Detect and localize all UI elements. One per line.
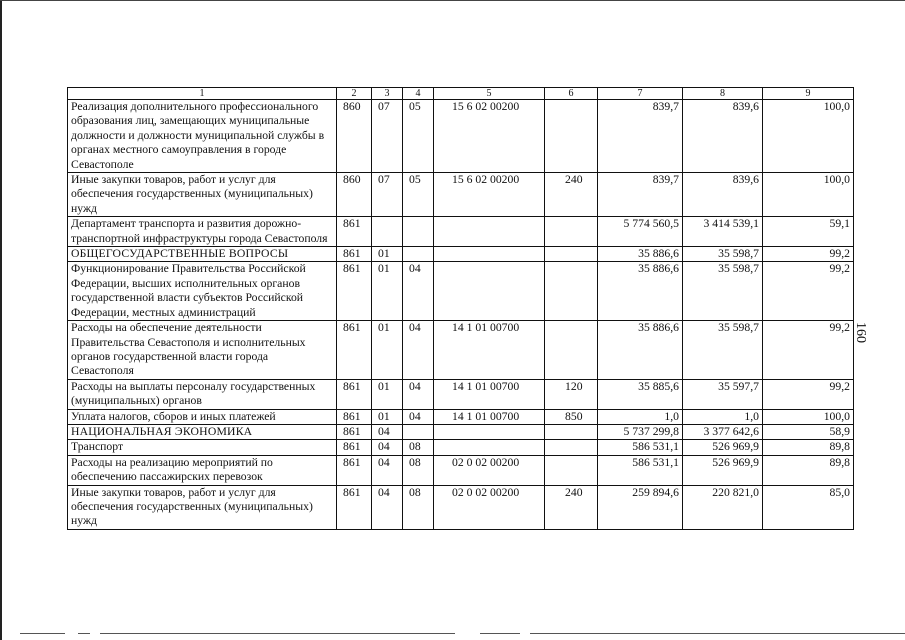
header-cell: 1 [68, 88, 337, 100]
subsection-cell: 08 [403, 485, 434, 529]
section-cell: 01 [372, 321, 403, 380]
ved-cell: 861 [337, 247, 372, 262]
scan-left-edge [0, 0, 2, 640]
table-row [68, 321, 854, 380]
plan-amount-cell: 259 894,6 [598, 485, 683, 529]
ved-cell: 861 [337, 424, 372, 439]
percent-cell: 58,9 [763, 424, 854, 439]
percent-cell: 59,1 [763, 217, 854, 247]
ved-cell: 861 [337, 440, 372, 455]
target-article-cell: 02 0 02 00200 [434, 455, 545, 485]
plan-amount-cell: 839,7 [598, 100, 683, 173]
row-name-cell: Иные закупки товаров, работ и услуг для обеспечения государственных (муниципальных) нужд [68, 485, 337, 529]
subsection-cell [403, 247, 434, 262]
section-cell: 04 [372, 485, 403, 529]
ved-cell: 861 [337, 217, 372, 247]
header-cell: 8 [683, 88, 763, 100]
expense-type-cell [545, 455, 598, 485]
expense-type-cell [545, 217, 598, 247]
ved-cell: 860 [337, 173, 372, 217]
table-row [68, 424, 854, 439]
row-name-cell: Расходы на обеспечение деятельности Правительства Севастополя и исполнительных органов государственной власти города Севастополя [68, 321, 337, 380]
target-article-cell: 14 1 01 00700 [434, 409, 545, 424]
ved-cell: 861 [337, 409, 372, 424]
header-cell: 7 [598, 88, 683, 100]
section-cell: 01 [372, 409, 403, 424]
plan-amount-cell: 5 737 299,8 [598, 424, 683, 439]
expense-type-cell [545, 247, 598, 262]
subsection-cell: 04 [403, 321, 434, 380]
scan-bottom-lines [0, 633, 905, 637]
table-row [68, 100, 854, 173]
table-row [68, 440, 854, 455]
section-cell: 04 [372, 455, 403, 485]
subsection-cell [403, 217, 434, 247]
table-row [68, 217, 854, 247]
target-article-cell [434, 217, 545, 247]
plan-amount-cell: 586 531,1 [598, 455, 683, 485]
table-row [68, 262, 854, 321]
actual-amount-cell: 1,0 [683, 409, 763, 424]
target-article-cell: 02 0 02 00200 [434, 485, 545, 529]
expense-type-cell [545, 321, 598, 380]
actual-amount-cell: 526 969,9 [683, 440, 763, 455]
actual-amount-cell: 839,6 [683, 173, 763, 217]
subsection-cell: 04 [403, 379, 434, 409]
ved-cell: 861 [337, 379, 372, 409]
target-article-cell [434, 440, 545, 455]
subsection-cell: 08 [403, 455, 434, 485]
section-cell [372, 217, 403, 247]
expense-type-cell [545, 424, 598, 439]
row-name-cell: Департамент транспорта и развития дорожно-транспортной инфраструктуры города Севастополя [68, 217, 337, 247]
budget-table [67, 87, 854, 530]
table-row [68, 409, 854, 424]
expense-type-cell: 240 [545, 173, 598, 217]
expense-type-cell: 120 [545, 379, 598, 409]
expense-type-cell: 240 [545, 485, 598, 529]
row-name-cell: Иные закупки товаров, работ и услуг для обеспечения государственных (муниципальных) нужд [68, 173, 337, 217]
expense-type-cell [545, 262, 598, 321]
expense-type-cell: 850 [545, 409, 598, 424]
plan-amount-cell: 35 886,6 [598, 321, 683, 380]
percent-cell: 100,0 [763, 409, 854, 424]
actual-amount-cell: 3 377 642,6 [683, 424, 763, 439]
table-row [68, 173, 854, 217]
actual-amount-cell: 35 598,7 [683, 247, 763, 262]
header-cell: 9 [763, 88, 854, 100]
target-article-cell [434, 247, 545, 262]
row-name-cell: Функционирование Правительства Российской Федерации, высших исполнительных органов государственной власти субъектов Российской Федерации, местных администраций [68, 262, 337, 321]
row-name-cell: Реализация дополнительного профессионального образования лиц, замещающих муниципальные должности и должности муниципальной службы в органах местного самоуправления в городе Севастополе [68, 100, 337, 173]
table-row [68, 247, 854, 262]
row-name-cell: Расходы на реализацию мероприятий по обеспечению пассажирских перевозок [68, 455, 337, 485]
ved-cell: 861 [337, 485, 372, 529]
header-cell: 5 [434, 88, 545, 100]
plan-amount-cell: 35 885,6 [598, 379, 683, 409]
row-name-cell: Расходы на выплаты персоналу государственных (муниципальных) органов [68, 379, 337, 409]
page-number: 160 [853, 322, 868, 343]
actual-amount-cell: 220 821,0 [683, 485, 763, 529]
subsection-cell: 05 [403, 173, 434, 217]
table-header-row [68, 88, 854, 100]
table-row [68, 455, 854, 485]
section-cell: 01 [372, 379, 403, 409]
plan-amount-cell: 35 886,6 [598, 247, 683, 262]
section-cell: 04 [372, 440, 403, 455]
target-article-cell: 15 6 02 00200 [434, 173, 545, 217]
plan-amount-cell: 5 774 560,5 [598, 217, 683, 247]
percent-cell: 85,0 [763, 485, 854, 529]
percent-cell: 99,2 [763, 379, 854, 409]
plan-amount-cell: 839,7 [598, 173, 683, 217]
actual-amount-cell: 35 598,7 [683, 321, 763, 380]
row-name-cell: НАЦИОНАЛЬНАЯ ЭКОНОМИКА [68, 424, 337, 439]
subsection-cell: 04 [403, 409, 434, 424]
subsection-cell: 04 [403, 262, 434, 321]
actual-amount-cell: 839,6 [683, 100, 763, 173]
plan-amount-cell: 586 531,1 [598, 440, 683, 455]
table-row [68, 485, 854, 529]
plan-amount-cell: 1,0 [598, 409, 683, 424]
ved-cell: 861 [337, 262, 372, 321]
actual-amount-cell: 3 414 539,1 [683, 217, 763, 247]
actual-amount-cell: 526 969,9 [683, 455, 763, 485]
percent-cell: 99,2 [763, 247, 854, 262]
scan-top-edge [0, 0, 905, 1]
table-row [68, 379, 854, 409]
row-name-cell: ОБЩЕГОСУДАРСТВЕННЫЕ ВОПРОСЫ [68, 247, 337, 262]
section-cell: 04 [372, 424, 403, 439]
subsection-cell [403, 424, 434, 439]
header-cell: 6 [545, 88, 598, 100]
percent-cell: 100,0 [763, 100, 854, 173]
percent-cell: 100,0 [763, 173, 854, 217]
percent-cell: 99,2 [763, 321, 854, 380]
ved-cell: 861 [337, 455, 372, 485]
target-article-cell: 14 1 01 00700 [434, 379, 545, 409]
subsection-cell: 05 [403, 100, 434, 173]
percent-cell: 89,8 [763, 455, 854, 485]
header-cell: 2 [337, 88, 372, 100]
header-cell: 4 [403, 88, 434, 100]
target-article-cell: 14 1 01 00700 [434, 321, 545, 380]
target-article-cell [434, 424, 545, 439]
target-article-cell: 15 6 02 00200 [434, 100, 545, 173]
subsection-cell: 08 [403, 440, 434, 455]
section-cell: 01 [372, 262, 403, 321]
expense-type-cell [545, 100, 598, 173]
actual-amount-cell: 35 597,7 [683, 379, 763, 409]
expense-type-cell [545, 440, 598, 455]
actual-amount-cell: 35 598,7 [683, 262, 763, 321]
section-cell: 07 [372, 173, 403, 217]
target-article-cell [434, 262, 545, 321]
row-name-cell: Уплата налогов, сборов и иных платежей [68, 409, 337, 424]
percent-cell: 99,2 [763, 262, 854, 321]
ved-cell: 860 [337, 100, 372, 173]
header-cell: 3 [372, 88, 403, 100]
row-name-cell: Транспорт [68, 440, 337, 455]
section-cell: 01 [372, 247, 403, 262]
section-cell: 07 [372, 100, 403, 173]
plan-amount-cell: 35 886,6 [598, 262, 683, 321]
percent-cell: 89,8 [763, 440, 854, 455]
ved-cell: 861 [337, 321, 372, 380]
